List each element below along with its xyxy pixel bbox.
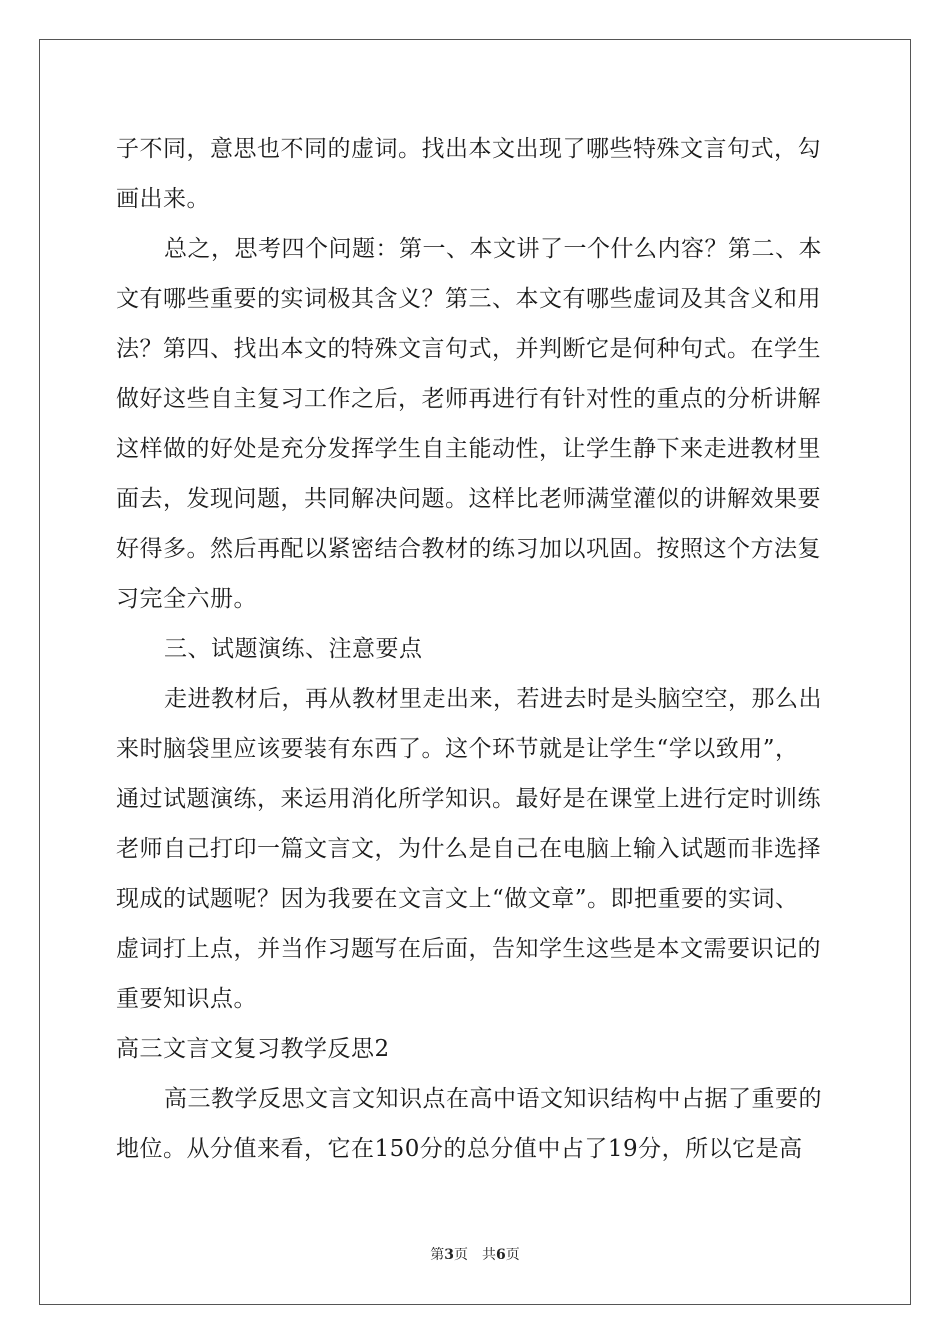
page-suffix: 页	[454, 1247, 468, 1263]
page-total: 6	[496, 1247, 506, 1263]
text-line: 来时脑袋里应该要装有东西了。这个环节就是让学生“学以致用”，	[116, 736, 799, 762]
text-line: 面去，发现问题，共同解决问题。这样比老师满堂灌似的讲解效果要	[116, 486, 821, 512]
text-line: 重要知识点。	[116, 986, 257, 1012]
page-prefix: 第	[430, 1247, 445, 1263]
text-line: 虚词打上点，并当作习题写在后面，告知学生这些是本文需要识记的	[116, 936, 821, 962]
text-line: 子不同，意思也不同的虚词。找出本文出现了哪些特殊文言句式，勾	[116, 136, 821, 162]
page-number: 3	[444, 1247, 454, 1263]
text-line: 法？第四、找出本文的特殊文言句式，并判断它是何种句式。在学生	[116, 336, 821, 362]
text-line: 现成的试题呢？因为我要在文言文上“做文章”。即把重要的实词、	[116, 886, 799, 912]
text-line: 好得多。然后再配以紧密结合教材的练习加以巩固。按照这个方法复	[116, 536, 821, 562]
section-heading: 三、试题演练、注意要点	[164, 636, 423, 662]
paragraph-start: 走进教材后，再从教材里走出来，若进去时是头脑空空，那么出	[164, 686, 822, 712]
article-title: 高三文言文复习教学反思2	[116, 1036, 390, 1062]
paragraph-start: 总之，思考四个问题：第一、本文讲了一个什么内容？第二、本	[164, 236, 822, 262]
text-line: 地位。从分值来看，它在150分的总分值中占了19分，所以它是高	[116, 1136, 803, 1162]
total-suffix: 页	[505, 1247, 520, 1263]
text-line: 习完全六册。	[116, 586, 257, 612]
text-line: 画出来。	[116, 186, 210, 212]
text-line: 文有哪些重要的实词极其含义？第三、本文有哪些虚词及其含义和用	[116, 286, 821, 312]
paragraph-start: 高三教学反思文言文知识点在高中语文知识结构中占据了重要的	[164, 1086, 822, 1112]
document-body	[116, 124, 836, 1174]
total-prefix: 共	[482, 1247, 496, 1263]
text-line: 通过试题演练，来运用消化所学知识。最好是在课堂上进行定时训练	[116, 786, 821, 812]
page-footer	[0, 1244, 950, 1264]
text-line: 这样做的好处是充分发挥学生自主能动性，让学生静下来走进教材里	[116, 436, 821, 462]
text-line: 老师自己打印一篇文言文，为什么是自己在电脑上输入试题而非选择	[116, 836, 821, 862]
text-line: 做好这些自主复习工作之后，老师再进行有针对性的重点的分析讲解	[116, 386, 821, 412]
